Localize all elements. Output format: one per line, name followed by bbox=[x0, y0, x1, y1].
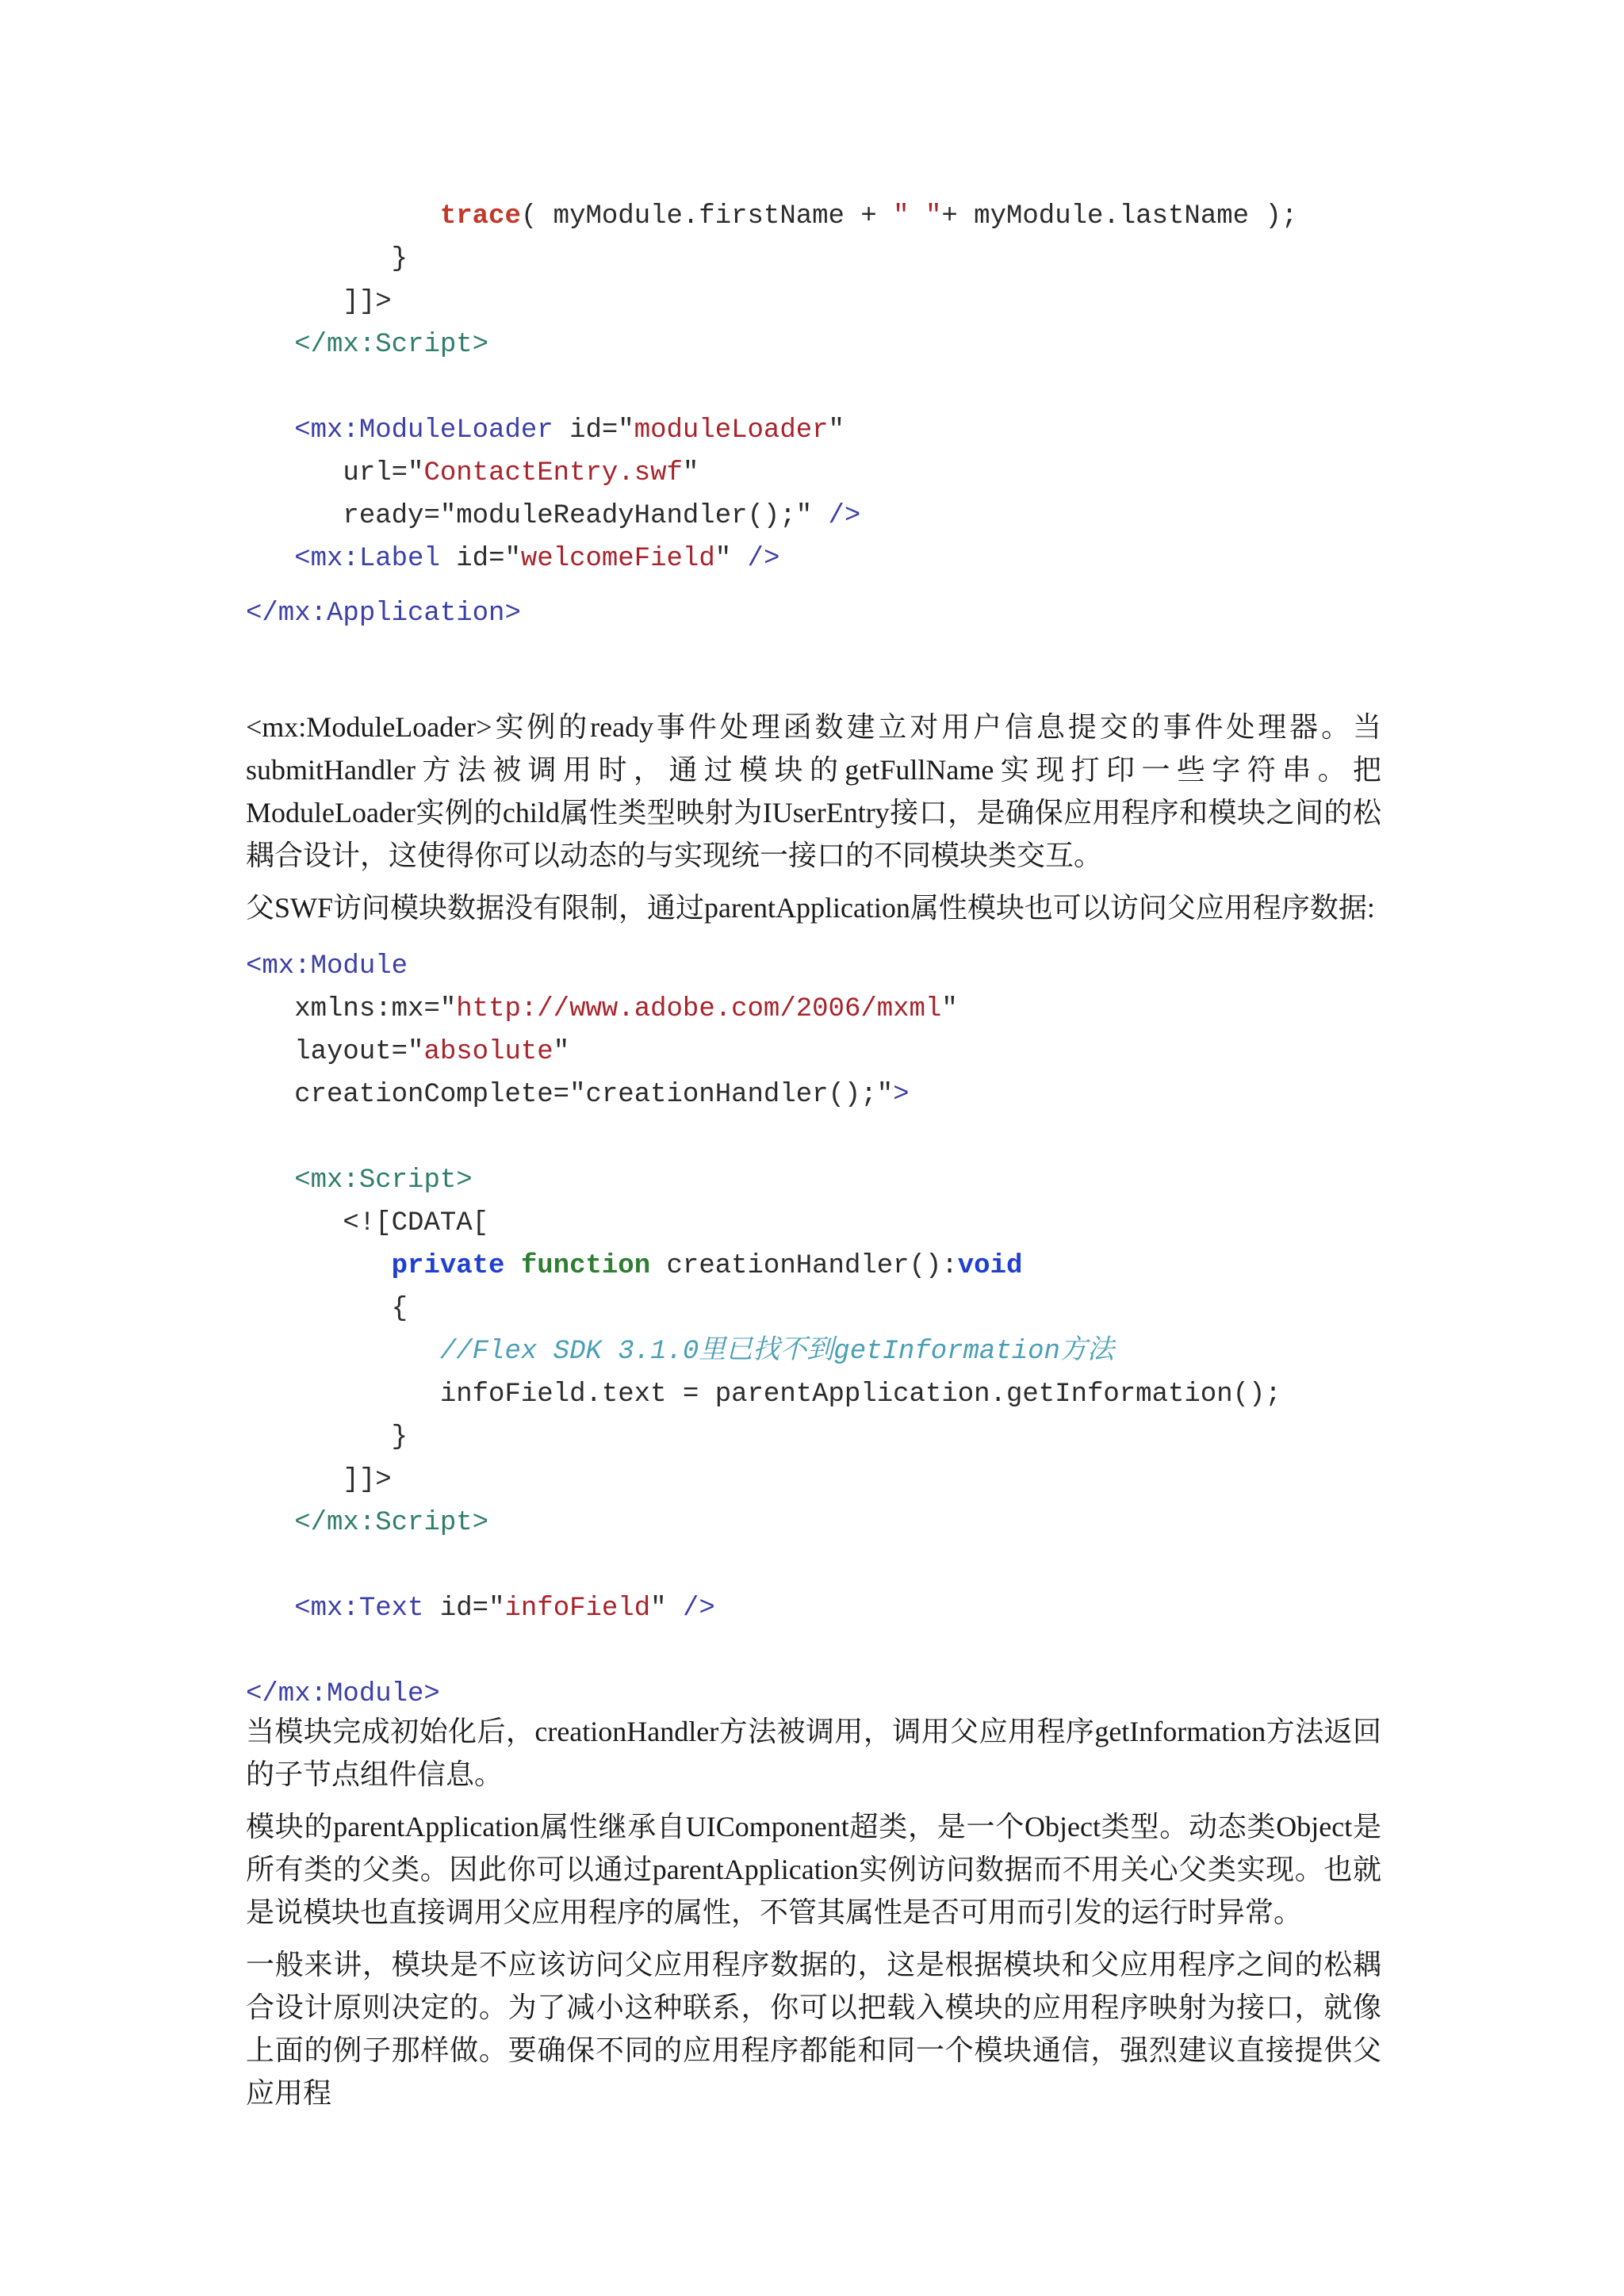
code-token: creationHandler(): bbox=[650, 1251, 958, 1281]
code-line bbox=[246, 495, 1297, 538]
code-token: private bbox=[391, 1251, 505, 1281]
code-line bbox=[246, 1544, 1281, 1587]
code-token: { bbox=[391, 1294, 408, 1324]
code-token: <mx:Module bbox=[246, 951, 408, 982]
code-line bbox=[246, 1073, 1281, 1116]
code-token: /> bbox=[828, 501, 861, 531]
code-token: " bbox=[714, 544, 748, 574]
code-token: ]]> bbox=[343, 1465, 392, 1495]
code-token bbox=[504, 1251, 520, 1281]
paragraph-creation-handler: 当模块完成初始化后，creationHandler方法被调用，调用父应用程序getInformation方法返回的子节点组件信息。 bbox=[246, 1716, 1381, 1790]
code-token: moduleLoader bbox=[634, 415, 829, 446]
code-line bbox=[246, 281, 1297, 323]
code-line bbox=[246, 945, 1281, 988]
code-token: url=" bbox=[343, 458, 424, 488]
code-token: id=" bbox=[553, 415, 634, 446]
code-line bbox=[246, 1502, 1281, 1544]
code-line bbox=[246, 1288, 1281, 1330]
code-token: <![CDATA[ bbox=[343, 1208, 489, 1238]
code-token: ready="moduleReadyHandler();" bbox=[343, 501, 829, 531]
paragraph-parent-application-property: 模块的parentApplication属性继承自UIComponent超类，是一个Object类型。动态类Object是所有类的父类。因此你可以通过parentApplication实例访问数据而不用关心父类实现。也就是说模块也直接调用父应用程序的属性，不管其属性是否可用而引发的运行时异常。 bbox=[246, 1811, 1381, 1928]
code-token: <mx:Label bbox=[294, 544, 440, 574]
code-line bbox=[246, 538, 1297, 580]
code-line bbox=[246, 1031, 1281, 1073]
code-closing-application-tag bbox=[246, 592, 521, 635]
code-token: void bbox=[957, 1251, 1023, 1281]
code-token: ]]> bbox=[343, 287, 392, 317]
code-token: ( myModule.firstName + bbox=[520, 201, 894, 232]
code-line bbox=[246, 1373, 1281, 1416]
code-token: <mx:Script> bbox=[294, 1165, 473, 1196]
code-line bbox=[246, 1330, 1281, 1373]
code-token: welcomeField bbox=[520, 544, 715, 574]
code-line bbox=[246, 452, 1297, 495]
code-line bbox=[246, 1630, 1281, 1673]
code-token: " bbox=[941, 994, 958, 1024]
code-line bbox=[246, 1587, 1281, 1630]
code-token: ContactEntry.swf bbox=[423, 458, 683, 488]
code-line bbox=[246, 1202, 1281, 1245]
code-token: </mx:Script> bbox=[294, 330, 489, 360]
code-token: " " bbox=[893, 201, 942, 232]
code-token: " bbox=[682, 458, 699, 488]
code-line bbox=[246, 195, 1297, 238]
closing-application-tag: </mx:Application> bbox=[246, 599, 521, 629]
explanation-section-2 bbox=[246, 1710, 1381, 2114]
code-line bbox=[246, 409, 1297, 452]
paragraph-parent-access: 父SWF访问模块数据没有限制，通过parentApplication属性模块也可以访问父应用程序数据: bbox=[246, 892, 1375, 924]
code-token: " bbox=[828, 415, 845, 446]
explanation-section-1 bbox=[246, 706, 1381, 929]
code-block-2 bbox=[246, 945, 1281, 1716]
code-token: " bbox=[650, 1594, 683, 1624]
code-token: function bbox=[520, 1251, 651, 1281]
code-token: + myModule.lastName ); bbox=[941, 201, 1298, 232]
code-token: trace bbox=[439, 201, 521, 232]
code-token: infoField bbox=[504, 1594, 651, 1624]
code-line bbox=[246, 238, 1297, 281]
code-line bbox=[246, 366, 1297, 409]
code-token: > bbox=[893, 1080, 910, 1110]
code-line bbox=[246, 1245, 1281, 1288]
code-token: layout=" bbox=[294, 1037, 424, 1067]
code-token: </mx:Script> bbox=[294, 1508, 489, 1538]
code-token: http://www.adobe.com/2006/mxml bbox=[456, 994, 942, 1024]
code-line bbox=[246, 323, 1297, 366]
code-block-1 bbox=[246, 195, 1297, 580]
code-token: infoField.text = parentApplication.getInformation(); bbox=[439, 1380, 1281, 1410]
code-line bbox=[246, 1673, 1281, 1716]
paragraph-moduleloader-explanation: <mx:ModuleLoader>实例的ready事件处理函数建立对用户信息提交的事件处理器。当submitHandler方法被调用时，通过模块的getFullName实现打印一些字符串。把ModuleLoader实例的child属性类型映射为IUserEntry接口，是确保应用程序和模块之间的松耦合设计，这使得你可以动态的与实现统一接口的不同模块类交互。 bbox=[246, 711, 1381, 871]
code-token: /> bbox=[747, 544, 780, 574]
code-line bbox=[246, 1459, 1281, 1502]
code-token: </mx:Module> bbox=[246, 1679, 440, 1709]
code-token: " bbox=[553, 1037, 570, 1067]
code-token: <mx:ModuleLoader bbox=[294, 415, 553, 446]
code-line bbox=[246, 1116, 1281, 1159]
code-line bbox=[246, 988, 1281, 1031]
code-token: id=" bbox=[423, 1594, 505, 1624]
code-token: xmlns:mx=" bbox=[294, 994, 457, 1024]
code-token: creationComplete="creationHandler();" bbox=[294, 1080, 894, 1110]
code-token: } bbox=[391, 1422, 408, 1452]
code-line bbox=[246, 1159, 1281, 1202]
code-token: id=" bbox=[439, 544, 521, 574]
code-token: <mx:Text bbox=[294, 1594, 424, 1624]
code-token: } bbox=[391, 244, 408, 274]
code-token: //Flex SDK 3.1.0里已找不到getInformation方法 bbox=[439, 1337, 1114, 1367]
code-line bbox=[246, 1416, 1281, 1459]
code-token: absolute bbox=[423, 1037, 553, 1067]
paragraph-loose-coupling: 一般来讲，模块是不应该访问父应用程序数据的，这是根据模块和父应用程序之间的松耦合设计原则决定的。为了减小这种联系，你可以把载入模块的应用程序映射为接口，就像上面的例子那样做。要确保不同的应用程序都能和同一个模块通信，强烈建议直接提供父应用程 bbox=[246, 1949, 1381, 2109]
code-token: /> bbox=[682, 1594, 715, 1624]
